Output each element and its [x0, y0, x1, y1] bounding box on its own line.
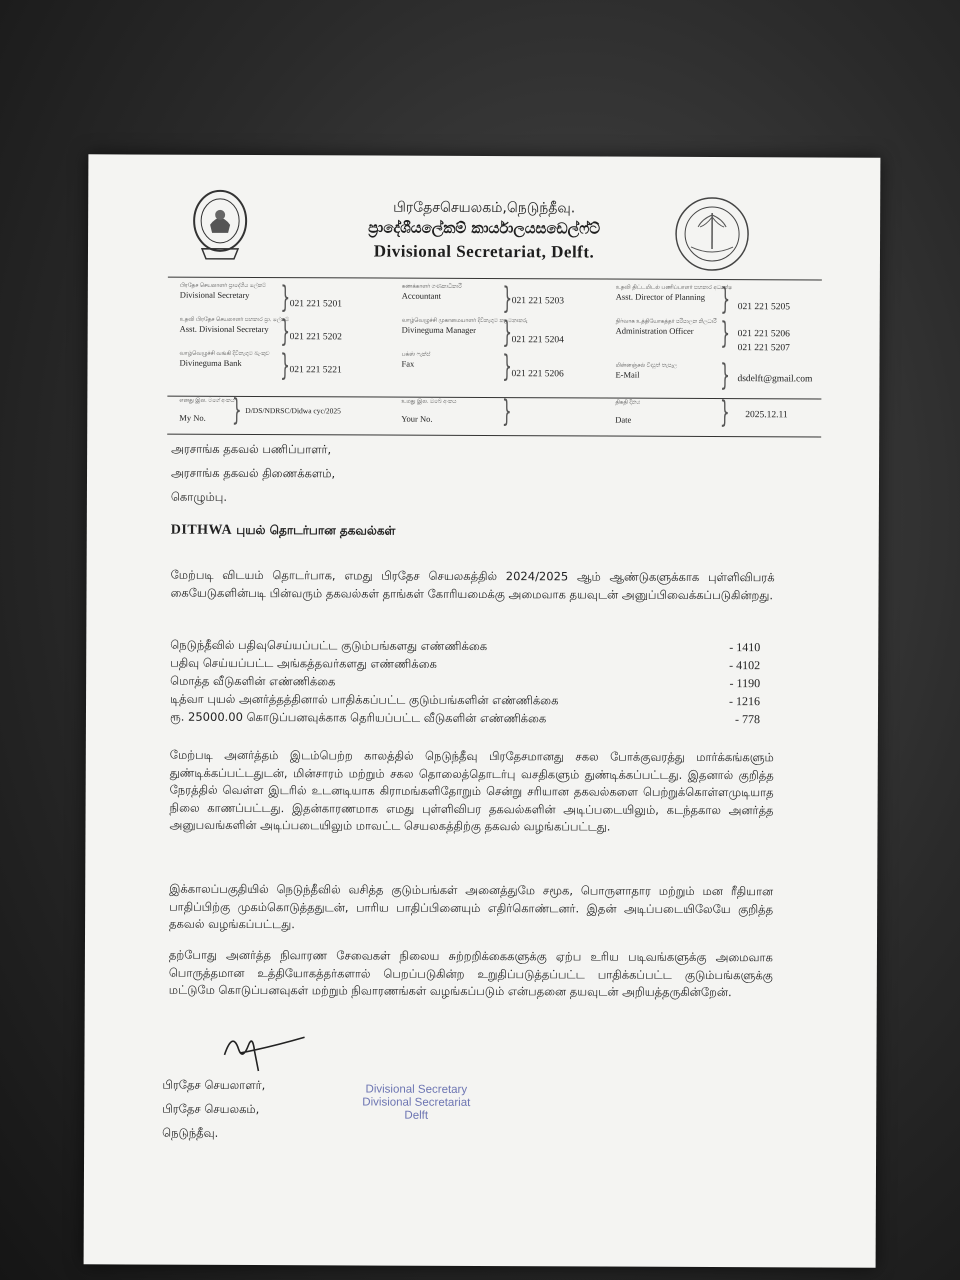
contact-asst-divisional-secretary: உதவி பிரதேச செயலாளர் සහකාර ප්‍රා. ලේකම් Asst. Divisional Secretary	[179, 316, 290, 335]
my-number-label: எனது இல. මගේ අංකය My No.	[179, 397, 235, 423]
phone-asst-director-planning: 021 221 5205	[737, 302, 791, 313]
recipient-address: அரசாங்க தகவல் பணிப்பாளர், அரசாங்க தகவல் திணைக்களம், கொழும்பு.	[170, 441, 336, 504]
phone-divisional-secretary: 021 221 5201	[289, 299, 343, 310]
stat-row: பதிவு செய்யப்பட்ட அங்கத்தவர்களது எண்ணிக்கை - 4102	[170, 655, 761, 673]
contact-fax: பக்ஸ் ෆැක්ස් Fax	[401, 351, 431, 369]
phone-fax: 021 221 5206	[511, 369, 564, 380]
contact-asst-director-planning: உதவி திட்டமிடல் பணிப்பாளர் සහකාර අධ්‍යක්ෂ Asst. Director of Planning	[615, 284, 732, 302]
contact-administration-officer: நிர்வாக உத்தியோகத்தர் පරිපාලන නිලධාරී Administration Officer	[615, 318, 717, 336]
letterhead-tamil: பிரதேசசெயலகம்,நெடுந்தீவு.	[393, 199, 576, 217]
phone-divineguma-bank: 021 221 5221	[289, 365, 342, 376]
phone-divineguma-manager: 021 221 5204	[511, 335, 564, 346]
date-value: 2025.12.11	[745, 410, 788, 421]
date-label: திகதி දිනය Date	[615, 399, 641, 425]
stat-row: டித்வா புயல் அனர்த்தத்தினால் பாதிக்கப்பட்ட குடும்பங்களின் எண்ணிக்கை - 1216	[170, 691, 761, 709]
paragraph-impact: மேற்படி அனர்த்தம் இடம்பெற்ற காலத்தில் நெடுந்தீவு பிரதேசமானது சகல போக்குவரத்து மார்க்கங்களும் துண்டிக்கப்பட்டதுடன், மின்சாரம் மற்றும் சகல தொலைத்தொடர்பு வசதிகளும் துண்டிக்கப்பட்டது. இதனால் குறித்த நேரத்தில் வெள்ள இடரில் உடனடியாக கிராமங்களிதோறும் சென்று சரியான தகவல்களை பெற்றுக்கொள்ளமுடியாத நிலை காணப்பட்டது. இதன்காரணமாக எமது புள்ளிவிபர தகவல்களின் அடிப்படையிலும், கடந்தகால அனர்த்த அனுபவங்களின் அடிப்படையிலும் மாவட்ட செயலகத்திற்கு தகவல் வழங்கப்பட்டது.	[169, 747, 774, 834]
statistics-list	[170, 636, 760, 729]
contact-email: மின்னஞ்சல் විද්‍යුත් තැපෑල E-Mail	[615, 362, 678, 380]
letter-page: பிரதேசசெயலகம்,நெடுந்தீவு. ප්‍රාදේශීයලේකම් කාර්යාලයසඩෙල්ෆ්ට් Divisional Secretariat, Delft. பிரதேச செயலாளர் ප්‍රාදේශීය ලේකම් Divisional Secretary } 021 221 5201 உதவி பிரதேச செயலாளர் සහකාර ප්‍රා. ලේකම් Asst. Divisional Secretary } 021 221 5202 வாழ்வெழுச்சி வங்கி දිවිනැගුම බැංකුව Divineguma Bank } 021 221 5221 கணக்காளர் ගණකාධිකාරී Accountant } 021 221 5203 வாழ்வெழுச்சி முகாமையாளர் දිවිනැගුම කළමනාකරු Divineguma Manager } 021 221 5204 பக்ஸ் ෆැක්ස් Fax } 021 221 5206 உதவி திட்டமிடல் பணிப்பாளர் සහකාර අධ්‍යක්ෂ Asst. Director of Planning } 021 221 5205 நிர்வாக உத்தியோகத்தர் පරිපාලන නිලධාරී Administration Officer } 021 221 5206 021 221 5207 மின்னஞ்சல் විද්‍යුත් තැපෑල E-Mail } dsdelft@gmail.com எனது இல. මගේ අංකය My No. } D/DS/NDRSC/Didwa cyc/2025 உமது இல. ඔබේ අංකය Your No. } திகதி දිනය Date } 2025.12.11 அரசாங்க தகவல் பணிப்பாளர், அரசாங்க தகவல் திணைக்களம், கொழும்பு. DITHWA புயல் தொடர்பான தகவல்கள் மேற்படி விடயம் தொடர்பாக, எமது பிரதேச செயலகத்தில் 2024/2025 ஆம் ஆண்டுகளுக்காக புள்ளிவிபரக் கையேடுகளின்படி பின்வரும் தகவல்கள் தாங்கள் கோரியமைக்கு அமைவாக தயவுடன் அனுப்பிவைக்கப்படுகின்றது. நெடுந்தீவில் பதிவுசெய்யப்பட்ட குடும்பங்களது எண்ணிக்கை - 1410 பதிவு செய்யப்பட்ட அங்கத்தவர்களது எண்ணிக்கை - 4102 மொத்த வீடுகளின் எண்ணிக்கை - 1190 டித்வா புயல் அனர்த்தத்தினால் பாதிக்கப்பட்ட குடும்பங்களின் எண்ணிக்கை - 1216 ரூ. 25000.00 கொடுப்பனவுக்காக தெரியப்பட்ட வீடுகளின் எண்ணிக்கை - 778 மேற்படி அனர்த்தம் இடம்பெற்ற காலத்தில் நெடுந்தீவு பிரதேசமானது சகல போக்குவரத்து மார்க்கங்களும் துண்டிக்கப்பட்டதுடன், மின்சாரம் மற்றும் சகல தொலைத்தொடர்பு வசதிகளும் துண்டிக்கப்பட்டது. இதனால் குறித்த நேரத்தில் வெள்ள இடரில் உடனடியாக கிராமங்களிதோறும் சென்று சரியான தகவல்களை பெற்றுக்கொள்ளமுடியாத நிலை காணப்பட்டது. இதன்காரணமாக எமது புள்ளிவிபர தகவல்களின் அடிப்படையிலும், கடந்தகால அனர்த்த அனுபவங்களின் அடிப்படையிலும் மாவட்ட செயலகத்திற்கு தகவல் வழங்கப்பட்டது. இக்காலப்பகுதியில் நெடுந்தீவில் வசித்த குடும்பங்கள் அனைத்துமே சமூக, பொருளாதார மற்றும் மன ரீதியான பாதிப்பிற்கு முகம்கொடுத்ததுடன், பாரிய பாதிப்பினையும் எதிர்கொண்டனர். இதன் அடிப்படையிலேயே குறித்த தகவல் வழங்கப்பட்டது. தற்போது அனர்த்த நிவாரண சேவைகள் நிலைய சுற்றறிக்கைகளுக்கு ஏற்ப உரிய படிவங்களுக்கு அமைவாக பொருத்தமான உத்தியோகத்தர்களால் பெறப்படுகின்ற உறுதிப்படுத்தப்பட்ட பாதிக்கப்பட்ட குடும்பங்களுக்கு மட்டுமே கொடுப்பனவுகள் மற்றும் நிவாரணங்கள் வழங்கப்படும் என்பதனை தயவுடன் அறியத்தருகின்றேன். பிரதேச செயலாளர், பிரதேச செயலகம், நெடுந்தீவு. Divisional Secretary Divisional Secretariat Delft	[84, 154, 881, 1267]
phone-administration-officer-2: 021 221 5207	[737, 343, 790, 354]
paragraph-intro: மேற்படி விடயம் தொடர்பாக, எமது பிரதேச செயலகத்தில் 2024/2025 ஆம் ஆண்டுகளுக்காக புள்ளிவிபரக் கையேடுகளின்படி பின்வரும் தகவல்கள் தாங்கள் கோரியமைக்கு அமைவாக தயவுடன் அனுப்பிவைக்கப்படுகின்றது.	[170, 567, 775, 602]
signatory-block: பிரதேச செயலாளர், பிரதேச செயலகம், நெடுந்தீவு.	[162, 1077, 266, 1140]
contact-divineguma-manager: வாழ்வெழுச்சி முகாமையாளர் දිවිනැගුම කළමනාකරු Divineguma Manager	[401, 317, 528, 335]
header-divider	[168, 277, 822, 281]
stat-row: மொத்த வீடுகளின் எண்ணிக்கை - 1190	[170, 673, 761, 691]
phone-accountant: 021 221 5203	[511, 296, 565, 307]
email-address: dsdelft@gmail.com	[737, 374, 813, 385]
letterhead-english: Divisional Secretariat, Delft.	[373, 241, 595, 262]
your-number-label: உமது இல. ඔබේ අංකය Your No.	[401, 398, 457, 424]
contact-divineguma-bank: வாழ்வெழுச்சி வங்கி දිවිනැගුම බැංකුව Divineguma Bank	[179, 350, 270, 368]
stat-row: ரூ. 25000.00 கொடுப்பனவுக்காக தெரியப்பட்ட வீடுகளின் எண்ணிக்கை - 778	[169, 709, 760, 727]
contact-divisional-secretary: பிரதேச செயலாளர் ප්‍රාදේශීය ලේකම් Divisional Secretary	[179, 282, 267, 300]
my-number-value: D/DS/NDRSC/Didwa cyc/2025	[245, 405, 341, 416]
official-stamp: Divisional Secretary Divisional Secretariat Delft	[362, 1083, 471, 1122]
contact-accountant: கணக்காளர் ගණකාධිකාරී Accountant	[401, 283, 462, 301]
subject-line: DITHWA புயல் தொடர்பான தகவல்கள்	[170, 522, 396, 538]
phone-administration-officer-1: 021 221 5206	[737, 329, 790, 340]
letterhead-sinhala: ප්‍රාදේශීයලේකම් කාර්යාලයසඩෙල්ෆ්ට්	[368, 218, 601, 238]
paragraph-relief: தற்போது அனர்த்த நிவாரண சேவைகள் நிலைய சுற்றறிக்கைகளுக்கு ஏற்ப உரிய படிவங்களுக்கு அமைவாக பொருத்தமான உத்தியோகத்தர்களால் பெறப்படுகின்ற உறுதிப்படுத்தப்பட்ட பாதிக்கப்பட்ட குடும்பங்களுக்கு மட்டுமே கொடுப்பனவுகள் மற்றும் நிவாரணங்கள் வழங்கப்படும் என்பதனை தயவுடன் அறியத்தருகின்றேன்.	[168, 947, 773, 1000]
phone-asst-divisional-secretary: 021 221 5202	[289, 332, 342, 343]
signature-scribble-icon	[220, 1025, 310, 1073]
paragraph-families: இக்காலப்பகுதியில் நெடுந்தீவில் வசித்த குடும்பங்கள் அனைத்துமே சமூக, பொருளாதார மற்றும் மன ரீதியான பாதிப்பிற்கு முகம்கொடுத்ததுடன், பாரிய பாதிப்பினையும் எதிர்கொண்டனர். இதன் அடிப்படையிலேயே குறித்த தகவல் வழங்கப்பட்டது.	[169, 881, 774, 932]
stat-row: நெடுந்தீவில் பதிவுசெய்யப்பட்ட குடும்பங்களது எண்ணிக்கை - 1410	[170, 637, 761, 655]
